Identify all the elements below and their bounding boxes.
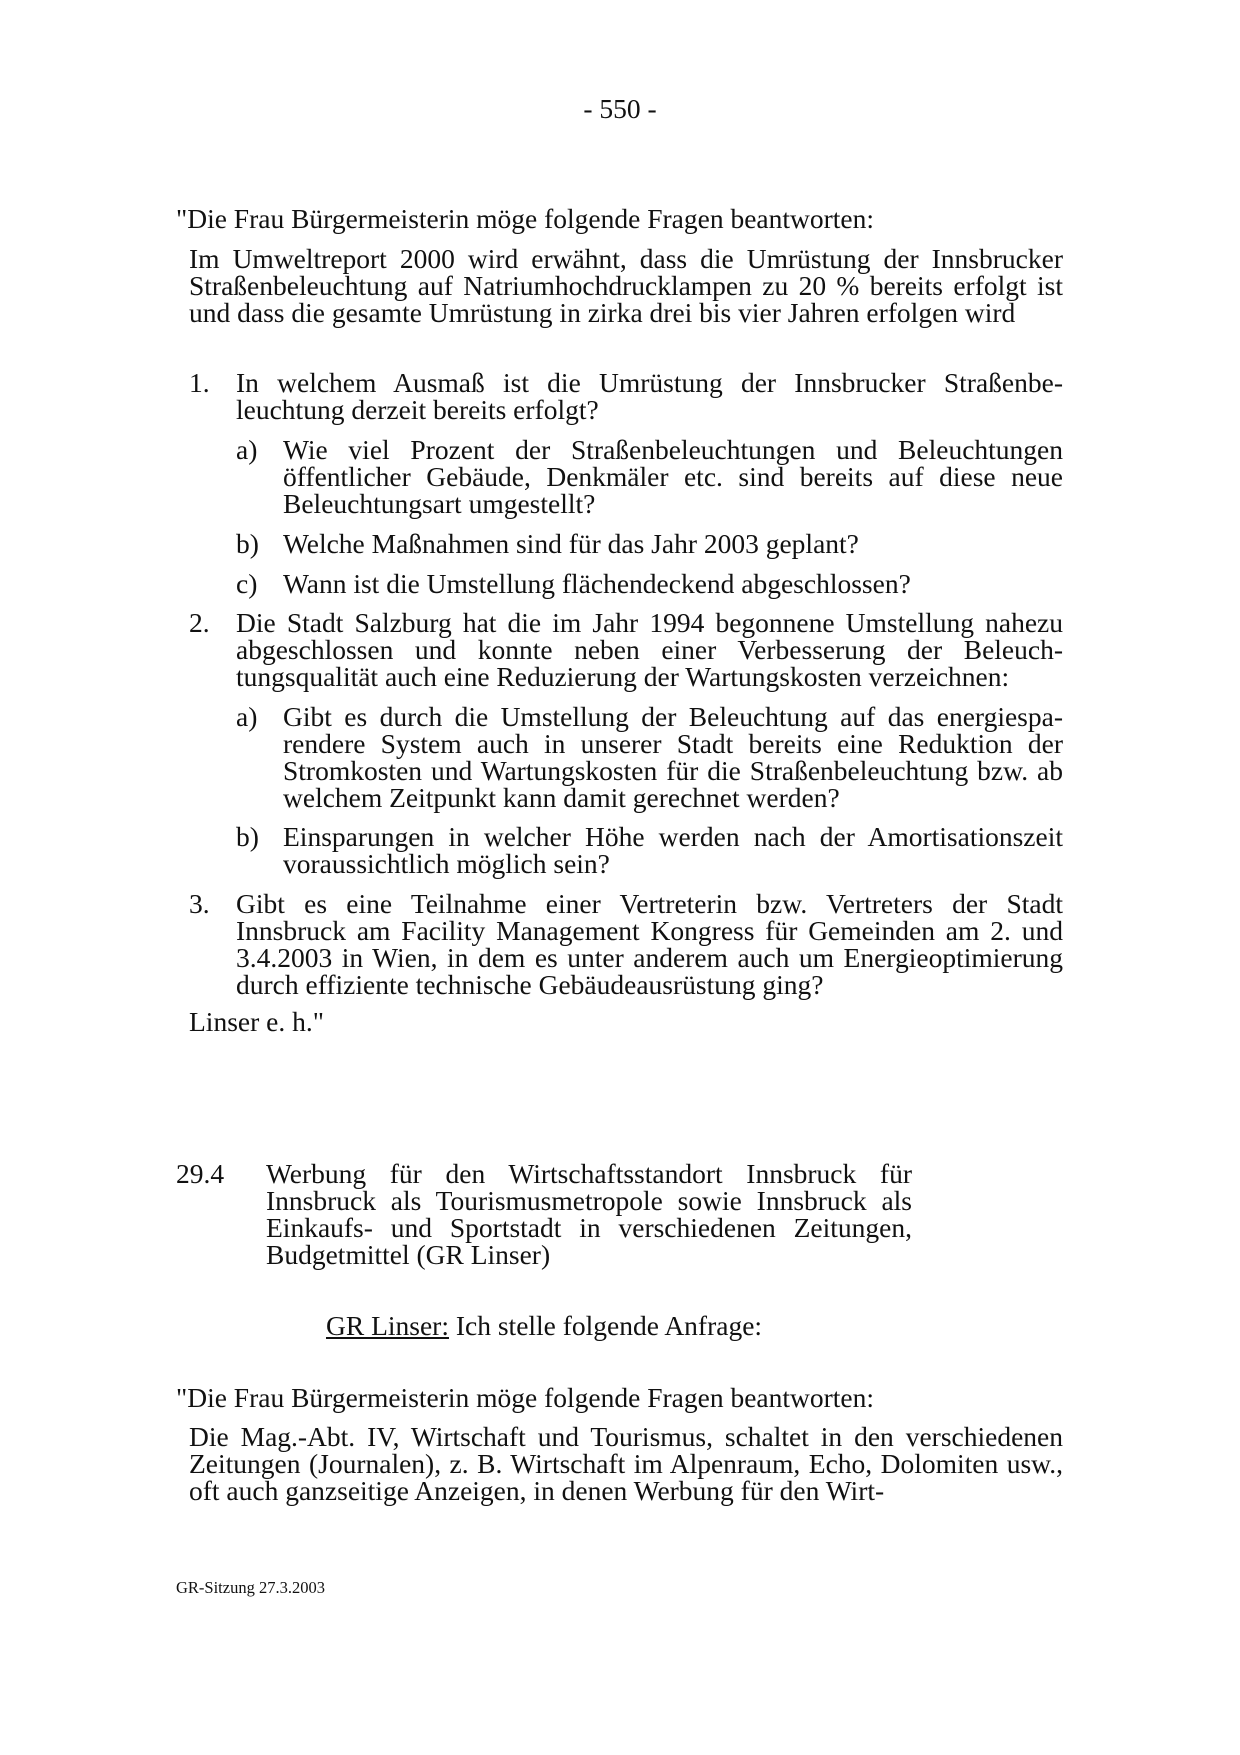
subquestion-label: a) <box>236 701 258 732</box>
question-text: Die Stadt Salzburg hat die im Jahr 1994 begonnene Umstellung nahezu abgeschlossen und konnte neben einer Verbesserung der Beleuchtungsqualität auch eine Reduzierung der Wartungskosten verzeichnen: <box>236 607 1063 692</box>
subquestion-text: Einsparungen in welcher Höhe werden nach der Amortisationszeit voraussichtlich möglich sein? <box>283 821 1063 879</box>
subquestion-text: Welche Maßnahmen sind für das Jahr 2003 geplant? <box>283 528 859 559</box>
subquestion-text: Wann ist die Umstellung flächendeckend abgeschlossen? <box>283 568 911 599</box>
agenda-item-number: 29.4 <box>176 1158 225 1189</box>
subquestion-label: c) <box>236 568 258 599</box>
subquestion-label: b) <box>236 821 259 852</box>
subquestion-label: b) <box>236 528 259 559</box>
question-text: In welchem Ausmaß ist die Umrüstung der Innsbrucker Straßenbeleuchtung derzeit bereits erfolgt? <box>236 367 1063 425</box>
footer-meeting-date: GR-Sitzung 27.3.2003 <box>176 1578 325 1597</box>
question-number: 2. <box>189 607 210 638</box>
inquiry-lead: Die Mag.-Abt. IV, Wirtschaft und Tourismus, schaltet in den verschiedenen Zeitungen (Journalen), z. B. Wirtschaft im Alpenraum, Echo, Dolomiten usw., oft auch ganzseitige Anzeigen, in denen Werbung für den Wirt- <box>189 1421 1063 1506</box>
inquiry-intro: "Die Frau Bürgermeisterin möge folgende Fragen beantworten: <box>176 1382 875 1413</box>
question-number: 1. <box>189 367 210 398</box>
page-number: - 550 - <box>583 93 657 124</box>
subquestion-label: a) <box>236 434 258 465</box>
subquestion-text: Gibt es durch die Umstellung der Beleuchtung auf das energiesparendere System auch in unserer Stadt bereits eine Reduktion der Stromkosten und Wartungskosten für die Straßenbeleuchtung bzw. ab welchem Zeitpunkt kann damit gerechnet werden? <box>283 701 1063 813</box>
inquiry-lead: Im Umweltreport 2000 wird erwähnt, dass die Umrüstung der Innsbrucker Straßenbeleuchtung auf Natriumhochdrucklampen zu 20 % bereits erfolgt ist und dass die gesamte Umrüstung in zirka drei bis vier Jahren erfolgen wird <box>189 243 1063 328</box>
subquestion-text: Wie viel Prozent der Straßenbeleuchtungen und Beleuchtungen öffentlicher Gebäude, Denkmäler etc. sind bereits auf diese neue Beleuchtungsart umgestellt? <box>283 434 1063 519</box>
inquiry-intro: "Die Frau Bürgermeisterin möge folgende Fragen beantworten: <box>176 203 875 234</box>
agenda-item-title: Werbung für den Wirtschaftsstandort Innsbruck für Innsbruck als Tourismusmetropole sowie Innsbruck als Einkaufs- und Sportstadt in verschiedenen Zeitungen, Budgetmittel (GR Linser) <box>266 1158 912 1270</box>
question-number: 3. <box>189 888 210 919</box>
signature: Linser e. h." <box>189 1006 324 1037</box>
question-text: Gibt es eine Teilnahme einer Vertreterin bzw. Vertreters der Stadt Innsbruck am Facility Management Kongress für Gemeinden am 2. und 3.4.2003 in Wien, in dem es unter anderem auch um Energieoptimierung durch effiziente technische Gebäudeausrüstung ging? <box>236 888 1063 1000</box>
request-text: Ich stelle folgende Anfrage: <box>448 1310 763 1341</box>
speaker-name: GR Linser: <box>326 1310 449 1341</box>
request-line <box>326 1312 762 1339</box>
